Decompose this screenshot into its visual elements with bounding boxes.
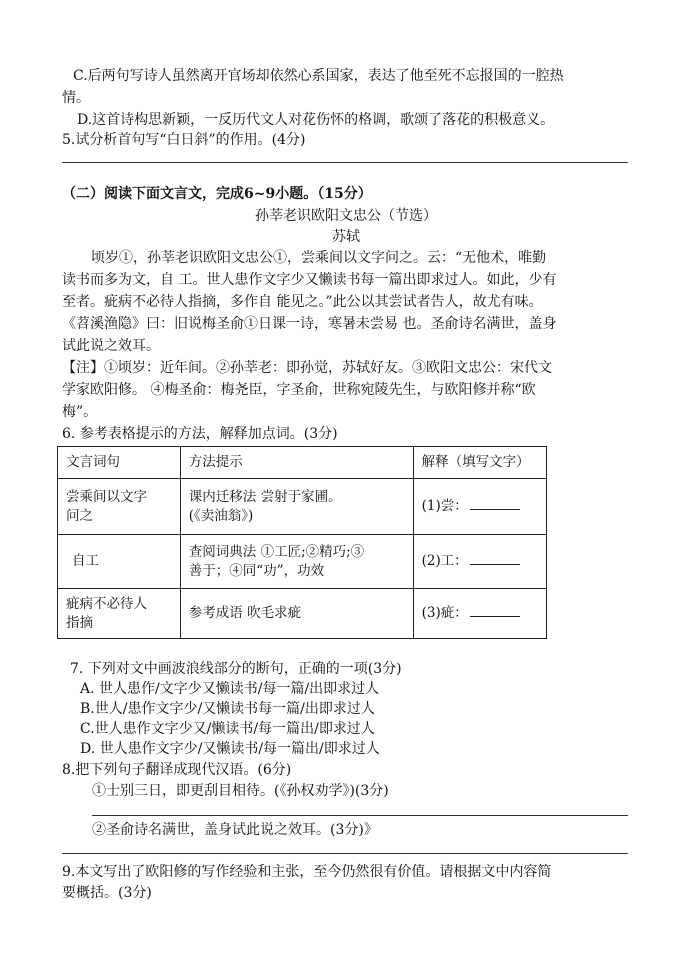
note-line-3: 梅”。 — [62, 404, 98, 420]
passage-line-3: 至者。疵病不必待人指摘，多作自 能见之。”此公以其尝试者告人，故尤有味。 — [62, 294, 543, 310]
answer-blank[interactable] — [470, 497, 520, 510]
table-row — [58, 535, 547, 589]
passage-author: 苏轼 — [332, 229, 360, 245]
answer-blank[interactable] — [470, 552, 520, 565]
q8-sentence-2: ②圣俞诗名满世，盖身试此说之效耳。(3分)》 — [92, 822, 378, 838]
question-6: 6. 参考表格提示的方法，解释加点词。(3分) — [62, 426, 338, 442]
question-9-line2: 要概括。(3分) — [62, 885, 152, 901]
q7-option-a[interactable]: A. 世人患作/文字少又懒读书/每一篇/出即求过人 — [80, 681, 380, 697]
table-cell-method: 查阅词典法 ①工匠;②精巧;③ 善于；④同“功”，功效 — [180, 535, 413, 589]
answer-line-q8-2 — [62, 853, 628, 854]
section-2-heading: （二）阅读下面文言文，完成6~9小题。（15分） — [62, 186, 372, 202]
question-8: 8.把下列句子翻译成现代汉语。(6分) — [62, 762, 292, 778]
table-cell-phrase: 尝乘间以文字 问之 — [58, 479, 181, 535]
passage-title: 孙莘老识欧阳文忠公（节选） — [255, 208, 437, 224]
table-header-row — [58, 447, 547, 479]
question-5: 5.试分析首句写“白日斜”的作用。(4分) — [62, 132, 306, 148]
table-header: 解释（填写文字） — [413, 447, 546, 479]
table-cell-method: 参考成语 吹毛求疵 — [180, 589, 413, 639]
q7-option-c[interactable]: C.世人患作文字少又/懒读书/每一篇出/即求过人 — [80, 721, 375, 737]
table-cell-method: 课内迁移法 尝射于家圃。 (《卖油翁》) — [180, 479, 413, 535]
answer-line-q8-1 — [92, 815, 628, 816]
answer-blank[interactable] — [470, 604, 520, 617]
table-cell-phrase: 疵病不必待人 指摘 — [58, 589, 181, 639]
method-table — [57, 446, 547, 639]
question-9-line1: 9.本文写出了欧阳修的写作经验和主张，至今仍然很有价值。请根据文中内容简 — [62, 864, 552, 880]
passage-line-4: 《苕溪渔隐》曰：旧说梅圣俞①日课一诗，寒暑未尝易 也。圣俞诗名满世，盖身 — [62, 316, 557, 332]
table-cell-phrase: 自工 — [58, 535, 181, 589]
table-header: 文言词句 — [58, 447, 181, 479]
table-cell-answer[interactable]: (3)疵： — [413, 589, 546, 639]
option-d: D.这首诗构思新颖，一反历代文人对花伤怀的格调，歌颂了落花的积极意义。 — [77, 112, 555, 128]
question-7: 7. 下列对文中画波浪线部分的断句，正确的一项(3分) — [70, 661, 402, 677]
passage-line-2: 读书而多为文，自 工。世人患作文字少又懒读书每一篇出即求过人。如此，少有 — [62, 272, 557, 288]
table-cell-answer[interactable]: (1)尝： — [413, 479, 546, 535]
q7-option-b[interactable]: B.世人/患作文字少/又懒读书每一篇/出即求过人 — [80, 701, 375, 717]
note-line-2: 学家欧阳修。 ④梅圣俞：梅尧臣，字圣俞，世称宛陵先生，与欧阳修并称“欧 — [62, 382, 536, 398]
table-header: 方法提示 — [180, 447, 413, 479]
q8-sentence-1: ①士别三日，即更刮目相待。(《孙权劝学》)(3分) — [92, 783, 389, 799]
answer-line-q5 — [62, 162, 628, 163]
table-row — [58, 589, 547, 639]
passage-line-5: 试此说之效耳。 — [62, 338, 160, 354]
table-cell-answer[interactable]: (2)工： — [413, 535, 546, 589]
passage-line-1: 顷岁①，孙莘老识欧阳文忠公①，尝乘间以文字问之。云：“无他术，唯勤 — [91, 250, 547, 266]
option-c-line2: 情。 — [62, 90, 90, 106]
note-line-1: 【注】①顷岁：近年间。②孙莘老：即孙觉，苏轼好友。③欧阳文忠公：宋代文 — [62, 360, 552, 376]
table-row — [58, 479, 547, 535]
q7-option-d[interactable]: D. 世人患作文字少/又懒读书/每一篇出/即求过人 — [80, 741, 380, 757]
option-c-line1: C.后两句写诗人虽然离开官场却依然心系国家，表达了他至死不忘报国的一腔热 — [73, 68, 564, 84]
